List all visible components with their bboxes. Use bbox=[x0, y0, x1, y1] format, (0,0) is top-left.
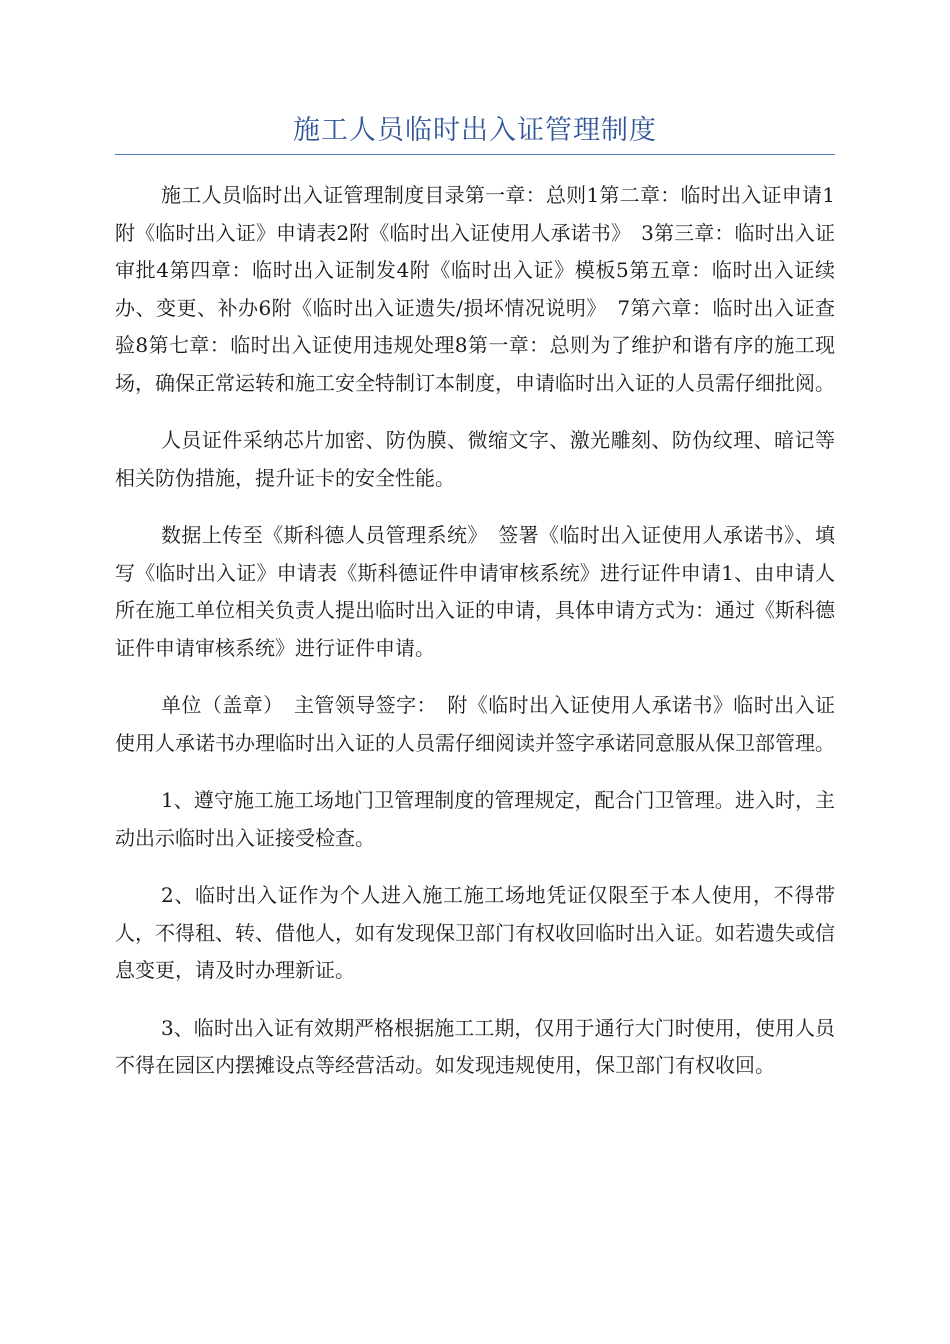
paragraph-5: 1、遵守施工施工场地门卫管理制度的管理规定，配合门卫管理。进入时，主动出示临时出入证接受检查。 bbox=[115, 788, 835, 850]
document-title: 施工人员临时出入证管理制度 bbox=[293, 115, 657, 146]
paragraph-6: 2、临时出入证作为个人进入施工施工场地凭证仅限至于本人使用，不得带人，不得租、转、借他人，如有发现保卫部门有权收回临时出入证。如若遗失或信息变更，请及时办理新证。 bbox=[115, 883, 835, 982]
paragraph-3: 数据上传至《斯科德人员管理系统》 签署《临时出入证使用人承诺书》、填写《临时出入证》申请表《斯科德证件申请审核系统》进行证件申请1、由申请人所在施工单位相关负责人提出临时出入证的申请，具体申请方式为：通过《斯科德证件申请审核系统》进行证件申请。 bbox=[115, 523, 835, 660]
paragraph-1: 施工人员临时出入证管理制度目录第一章：总则1第二章：临时出入证申请1附《临时出入证》申请表2附《临时出入证使用人承诺书》 3第三章：临时出入证审批4第四章：临时出入证制发4附《临时出入证》模板5第五章：临时出入证续办、变更、补办6附《临时出入证遗失/损坏情况说明》 7第六章：临时出入证查验8第七章：临时出入证使用违规处理8第一章：总则为了维护和谐有序的施工现场，确保正常运转和施工安全特制订本制度，申请临时出入证的人员需仔细批阅。 bbox=[115, 183, 835, 395]
paragraph-4: 单位（盖章） 主管领导签字： 附《临时出入证使用人承诺书》临时出入证使用人承诺书办理临时出入证的人员需仔细阅读并签字承诺同意服从保卫部管理。 bbox=[115, 693, 835, 755]
document-body bbox=[115, 177, 835, 1085]
paragraph-2: 人员证件采纳芯片加密、防伪膜、微缩文字、激光雕刻、防伪纹理、暗记等相关防伪措施，提升证卡的安全性能。 bbox=[115, 428, 835, 490]
title-block bbox=[115, 112, 835, 155]
paragraph-7: 3、临时出入证有效期严格根据施工工期，仅用于通行大门时使用，使用人员不得在园区内摆摊设点等经营活动。如发现违规使用，保卫部门有权收回。 bbox=[115, 1015, 835, 1077]
